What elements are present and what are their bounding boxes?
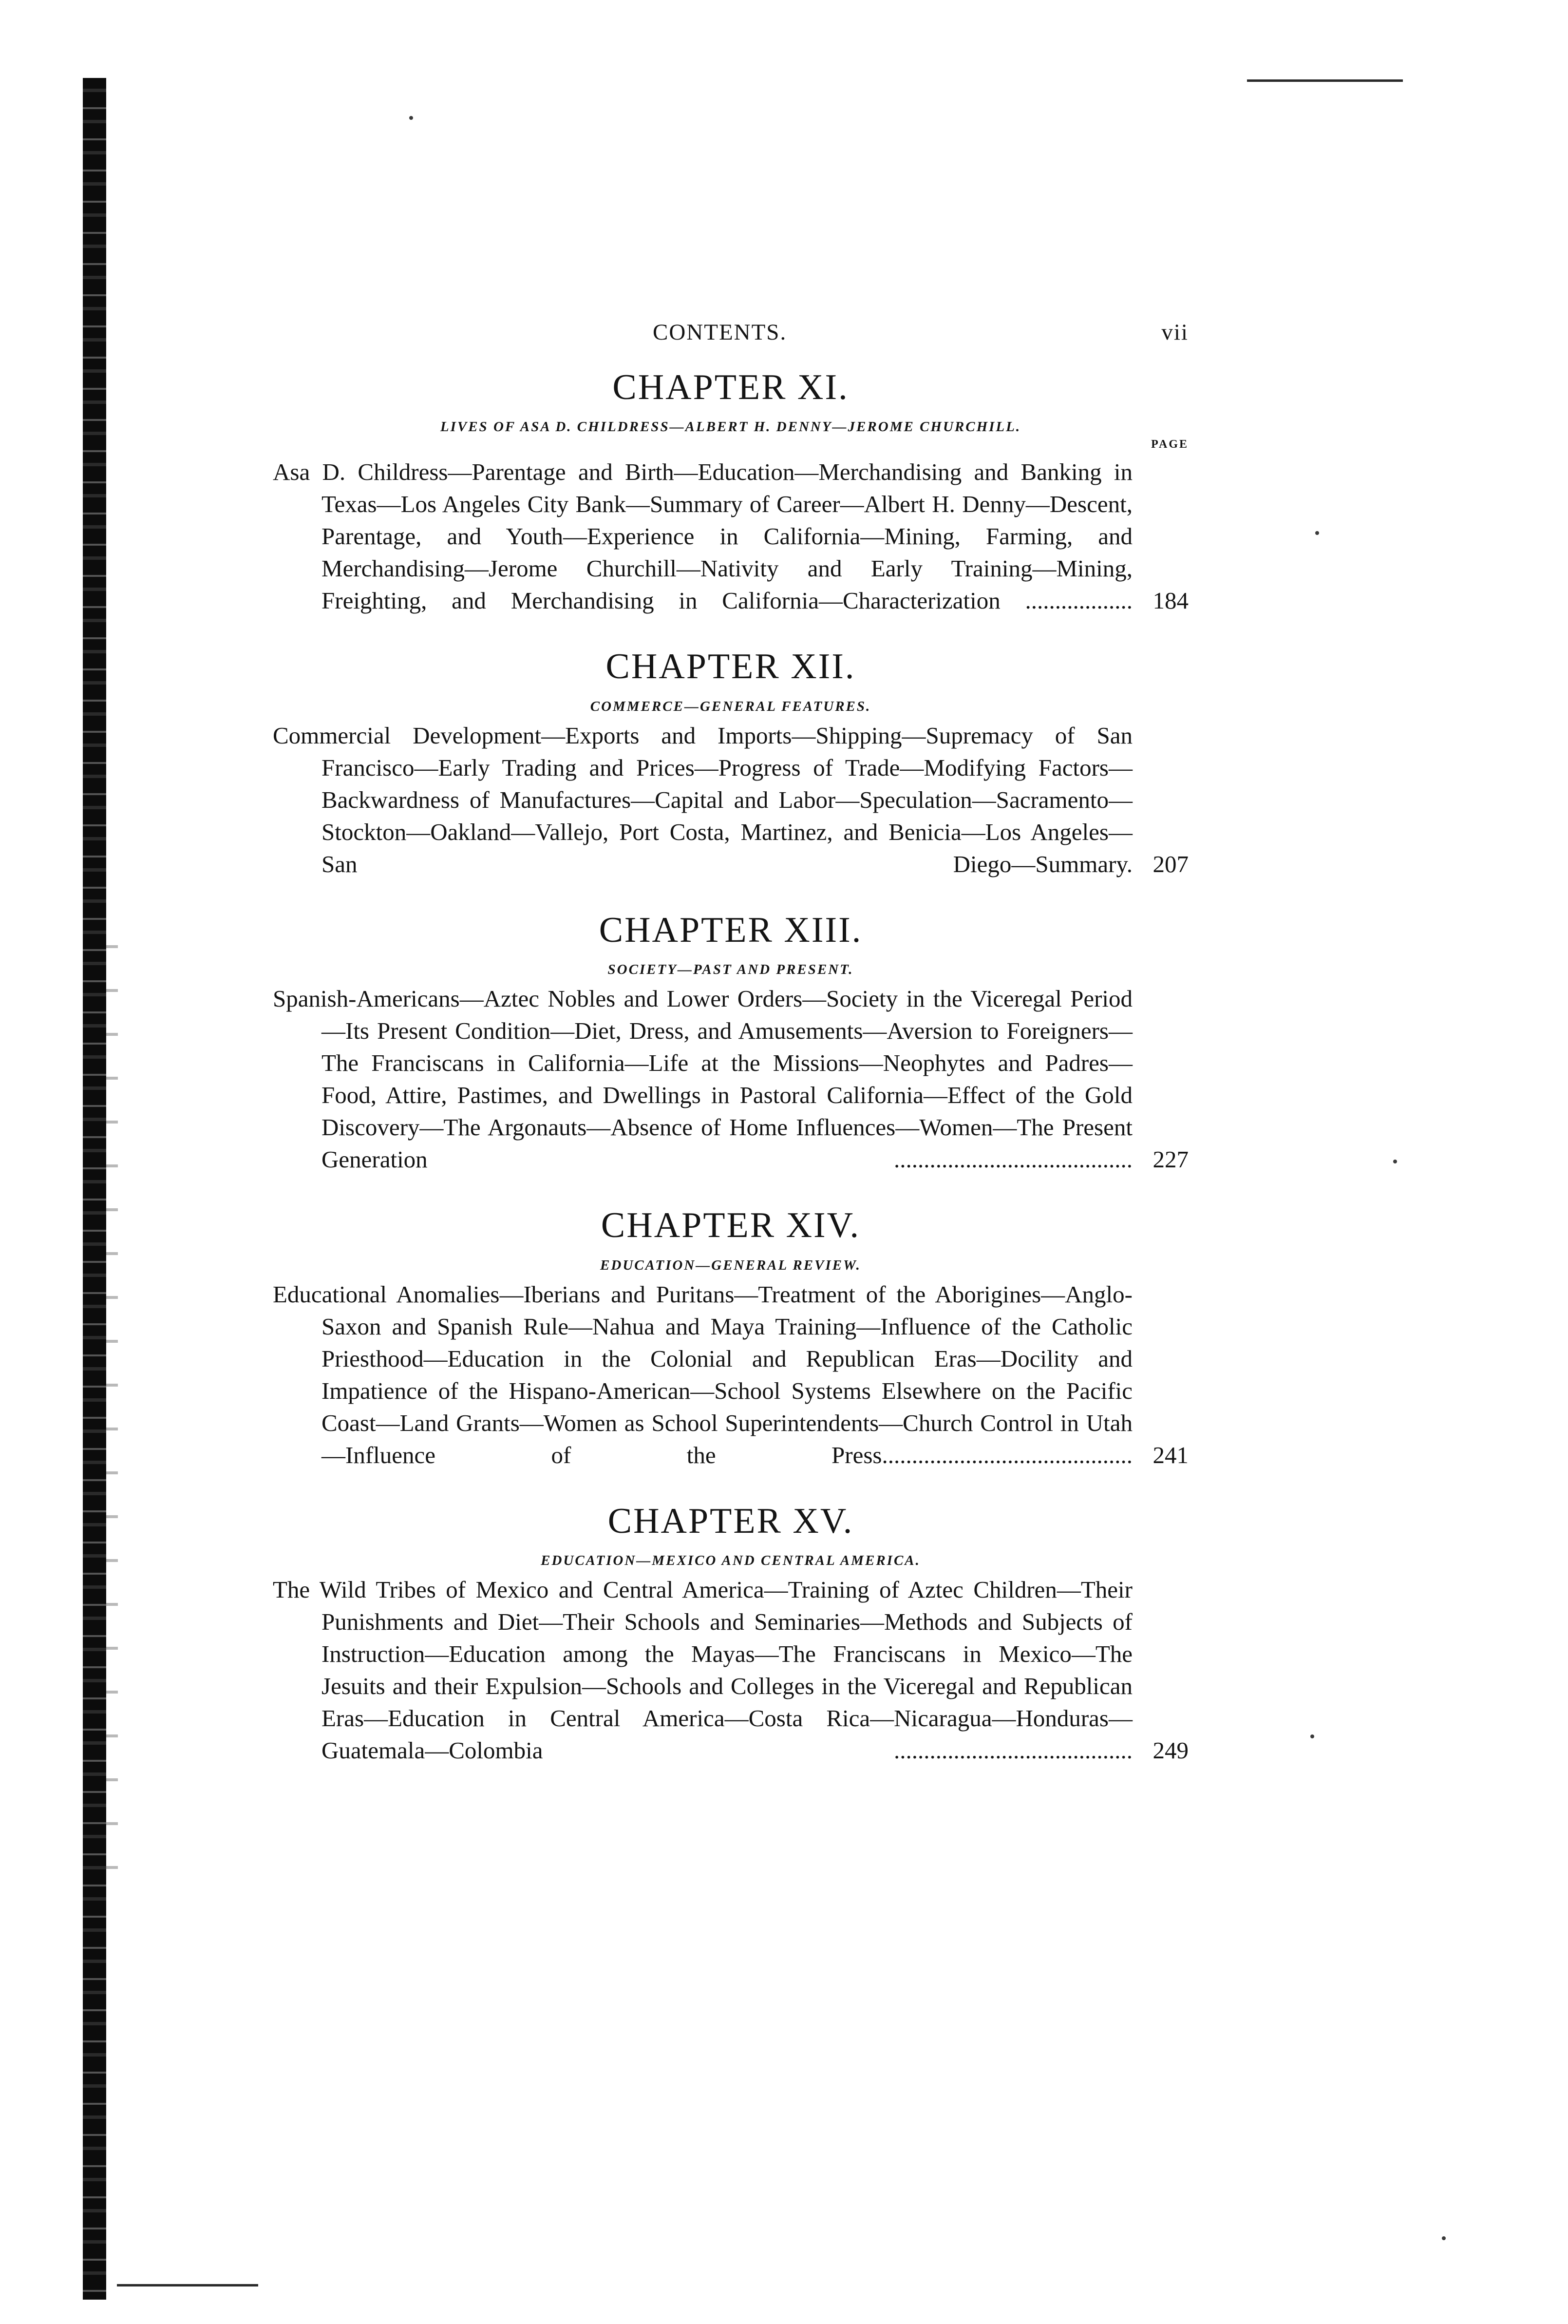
chapter-section: [273, 1206, 1189, 1471]
toc-entry-text: Commercial Development—Exports and Imports—Shipping—Supremacy of San Francisco—Early Trading and Prices—Progress of Trade—Modifying Factors—Backwardness of Manufactures—Capital and Labor—Speculation—Sacramento—Stockton—Oakland—Vallejo, Port Costa, Martinez, and Benicia—Los Angeles—San Diego—Summary.: [273, 722, 1133, 877]
chapter-subtitle: EDUCATION—MEXICO AND CENTRAL AMERICA.: [541, 1552, 921, 1568]
toc-entry: [273, 983, 1189, 1176]
toc-page-number: 249: [1152, 1736, 1189, 1764]
chapter-section: [273, 1502, 1189, 1767]
scan-speck: [1310, 1734, 1314, 1738]
chapter-title: CHAPTER XIV.: [601, 1205, 861, 1246]
chapter-title: CHAPTER XV.: [607, 1501, 854, 1541]
chapter-subtitle: COMMERCE—GENERAL FEATURES.: [590, 698, 871, 714]
toc-entry-text: Educational Anomalies—Iberians and Puritans—Treatment of the Aborigines—Anglo-Saxon and Spanish Rule—Nahua and Maya Training—Influence of the Catholic Priesthood—Education in the Colonial and Republican Eras—Docility and Impatience of the Hispano-American—School Systems Elsewhere on the Pacific Coast—Land Grants—Women as School Superintendents—Church Control in Utah—Influence of the Press..........................................: [273, 1280, 1133, 1468]
chapter-section: [273, 647, 1189, 880]
toc-entry: [273, 1278, 1189, 1471]
page-folio: vii: [1161, 320, 1189, 345]
page-column-label: PAGE: [1151, 438, 1189, 451]
chapter-title: CHAPTER XIII.: [599, 910, 863, 950]
toc-entry-text: Spanish-Americans—Aztec Nobles and Lower Orders—Society in the Viceregal Period—Its Present Condition—Diet, Dress, and Amusements—Aversion to Foreigners—The Franciscans in California—Life at the Missions—Neophytes and Padres—Food, Attire, Pastimes, and Dwellings in Pastoral California—Effect of the Gold Discovery—The Argonauts—Absence of Home Influences—Women—The Present Generation ........................................: [273, 985, 1133, 1173]
scan-speck: [1315, 531, 1319, 535]
chapter-section: [273, 368, 1189, 617]
chapter-subtitle: SOCIETY—PAST AND PRESENT.: [607, 962, 854, 978]
scan-top-mark: [1247, 79, 1403, 82]
toc-page-number: 184: [1152, 587, 1189, 614]
toc-entry-text: Asa D. Childress—Parentage and Birth—Education—Merchandising and Banking in Texas—Los Angeles City Bank—Summary of Career—Albert H. Denny—Descent, Parentage, and Youth—Experience in California—Mining, Farming, and Merchandising—Jerome Churchill—Nativity and Early Training—Mining, Freighting, and Merchandising in California—Characterization ..................: [273, 458, 1133, 614]
scan-speck: [409, 116, 413, 120]
toc-page-number: 241: [1152, 1441, 1189, 1468]
page-content: [273, 319, 1189, 1767]
toc-entry-text: The Wild Tribes of Mexico and Central America—Training of Aztec Children—Their Punishments and Diet—Their Schools and Seminaries—Methods and Subjects of Instruction—Education among the Mayas—The Franciscans in Mexico—The Jesuits and their Expulsion—Schools and Colleges in the Viceregal and Republican Eras—Education in Central America—Costa Rica—Nicaragua—Honduras—Guatemala—Colombia ........................................: [273, 1576, 1133, 1764]
scan-binding-shadow: [106, 926, 118, 1900]
scan-speck: [1442, 2236, 1446, 2240]
scan-speck: [1393, 1160, 1397, 1163]
chapter-section: [273, 911, 1189, 1176]
scan-binding-edge: [83, 78, 106, 2300]
chapter-title: CHAPTER XI.: [612, 367, 849, 407]
toc-page-number: 207: [1152, 850, 1189, 877]
running-head-title: CONTENTS.: [653, 320, 787, 345]
toc-entry: [273, 456, 1189, 617]
chapter-subtitle: EDUCATION—GENERAL REVIEW.: [600, 1257, 861, 1273]
chapter-title: CHAPTER XII.: [605, 647, 856, 687]
chapter-subtitle: LIVES OF ASA D. CHILDRESS—ALBERT H. DENNY—JEROME CHURCHILL.: [440, 419, 1021, 435]
running-head: [273, 319, 1189, 358]
toc-entry: [273, 1574, 1189, 1767]
scan-bottom-mark: [117, 2284, 258, 2286]
toc-entry: [273, 720, 1189, 880]
toc-page-number: 227: [1152, 1146, 1189, 1173]
